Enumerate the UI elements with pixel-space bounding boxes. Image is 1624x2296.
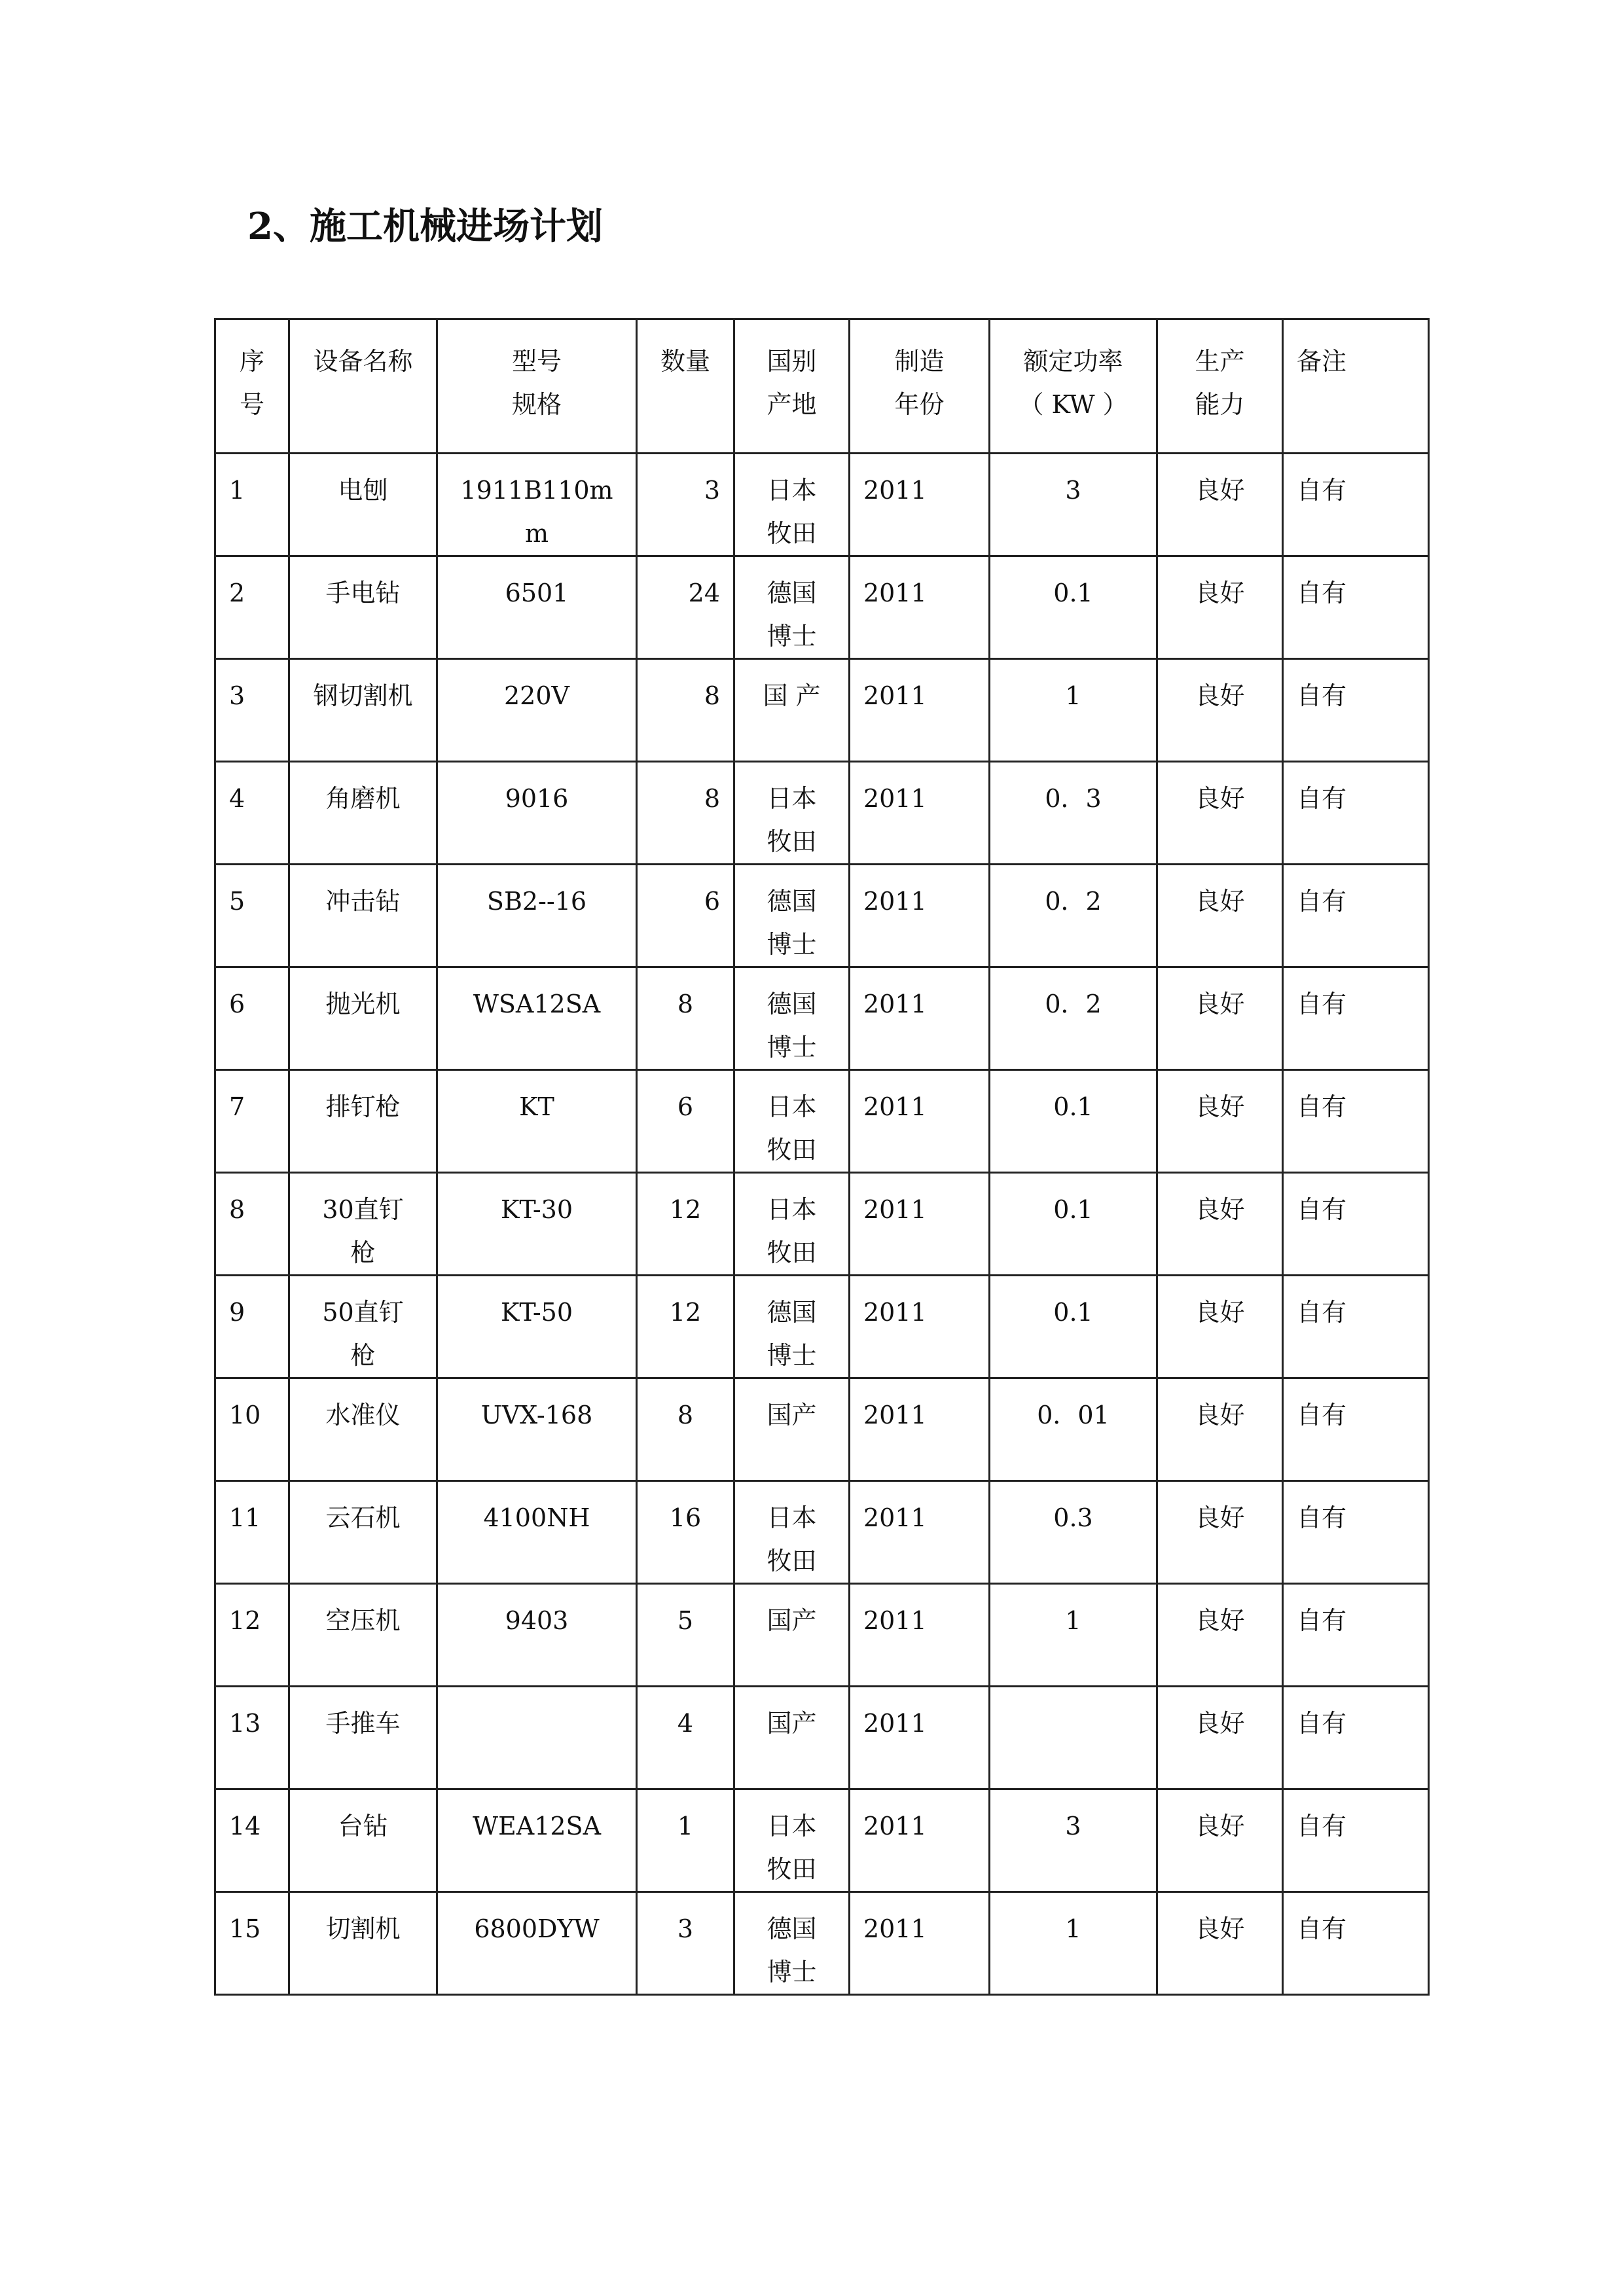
cell-model: KT	[437, 1070, 637, 1173]
cell-power: 1	[990, 1584, 1157, 1687]
cell-model: KT-50	[437, 1276, 637, 1378]
table-row	[215, 1276, 1429, 1378]
cell-name: 空压机	[289, 1584, 437, 1687]
cell-note: 自有	[1283, 967, 1429, 1070]
cell-name: 冲击钻	[289, 865, 437, 967]
table-row	[215, 967, 1429, 1070]
cell-seq: 4	[215, 762, 289, 865]
cell-model: 4100NH	[437, 1481, 637, 1584]
cell-name: 水准仪	[289, 1378, 437, 1481]
cell-year: 2011	[850, 1173, 990, 1276]
cell-qty: 6	[637, 865, 734, 967]
cell-name: 角磨机	[289, 762, 437, 865]
cell-origin: 国 产	[734, 659, 850, 762]
cell-seq: 14	[215, 1789, 289, 1892]
cell-qty: 8	[637, 659, 734, 762]
table-row	[215, 1584, 1429, 1687]
cell-note: 自有	[1283, 556, 1429, 659]
cell-capacity: 良好	[1157, 556, 1283, 659]
cell-capacity: 良好	[1157, 1481, 1283, 1584]
header-name: 设备名称	[289, 319, 437, 454]
cell-seq: 13	[215, 1687, 289, 1789]
cell-seq: 9	[215, 1276, 289, 1378]
cell-note: 自有	[1283, 1070, 1429, 1173]
cell-seq: 5	[215, 865, 289, 967]
cell-origin: 国产	[734, 1687, 850, 1789]
cell-year: 2011	[850, 967, 990, 1070]
table-row	[215, 556, 1429, 659]
table-row	[215, 1789, 1429, 1892]
table-row	[215, 659, 1429, 762]
cell-model: 220V	[437, 659, 637, 762]
cell-note: 自有	[1283, 1481, 1429, 1584]
cell-qty: 8	[637, 1378, 734, 1481]
table-row	[215, 454, 1429, 556]
cell-seq: 11	[215, 1481, 289, 1584]
cell-name: 30直钉 枪	[289, 1173, 437, 1276]
cell-name: 云石机	[289, 1481, 437, 1584]
cell-name: 电刨	[289, 454, 437, 556]
cell-capacity: 良好	[1157, 762, 1283, 865]
cell-power: 0.3	[990, 1481, 1157, 1584]
cell-origin: 德国 博士	[734, 1892, 850, 1995]
cell-year: 2011	[850, 1584, 990, 1687]
cell-qty: 8	[637, 967, 734, 1070]
cell-seq: 15	[215, 1892, 289, 1995]
cell-qty: 4	[637, 1687, 734, 1789]
table-row	[215, 1173, 1429, 1276]
cell-year: 2011	[850, 1378, 990, 1481]
cell-origin: 国产	[734, 1584, 850, 1687]
cell-model: 1911B110mm	[437, 454, 637, 556]
header-qty: 数量	[637, 319, 734, 454]
cell-name: 排钉枪	[289, 1070, 437, 1173]
cell-qty: 3	[637, 1892, 734, 1995]
cell-power: 0.1	[990, 556, 1157, 659]
equipment-table	[214, 318, 1430, 1996]
cell-power: 0．01	[990, 1378, 1157, 1481]
cell-model: 9403	[437, 1584, 637, 1687]
header-year: 制造 年份	[850, 319, 990, 454]
cell-note: 自有	[1283, 1789, 1429, 1892]
table-header-row	[215, 319, 1429, 454]
cell-capacity: 良好	[1157, 1687, 1283, 1789]
cell-capacity: 良好	[1157, 865, 1283, 967]
cell-name: 手电钻	[289, 556, 437, 659]
cell-seq: 1	[215, 454, 289, 556]
cell-qty: 1	[637, 1789, 734, 1892]
cell-note: 自有	[1283, 865, 1429, 967]
cell-seq: 7	[215, 1070, 289, 1173]
cell-name: 50直钉 枪	[289, 1276, 437, 1378]
header-power: 额定功率 （ KW ）	[990, 319, 1157, 454]
cell-model: KT-30	[437, 1173, 637, 1276]
cell-capacity: 良好	[1157, 659, 1283, 762]
cell-power: 3	[990, 1789, 1157, 1892]
header-model: 型号 规格	[437, 319, 637, 454]
cell-capacity: 良好	[1157, 1584, 1283, 1687]
cell-origin: 德国 博士	[734, 556, 850, 659]
cell-qty: 16	[637, 1481, 734, 1584]
cell-origin: 德国 博士	[734, 967, 850, 1070]
cell-capacity: 良好	[1157, 454, 1283, 556]
cell-capacity: 良好	[1157, 1789, 1283, 1892]
cell-year: 2011	[850, 1070, 990, 1173]
header-note: 备注	[1283, 319, 1429, 454]
cell-origin: 日本 牧田	[734, 1173, 850, 1276]
cell-origin: 日本 牧田	[734, 454, 850, 556]
cell-power: 0.1	[990, 1276, 1157, 1378]
cell-qty: 12	[637, 1276, 734, 1378]
cell-capacity: 良好	[1157, 1070, 1283, 1173]
cell-year: 2011	[850, 556, 990, 659]
header-origin: 国别 产地	[734, 319, 850, 454]
cell-model: 6800DYW	[437, 1892, 637, 1995]
cell-seq: 6	[215, 967, 289, 1070]
cell-note: 自有	[1283, 1687, 1429, 1789]
cell-power: 0．2	[990, 967, 1157, 1070]
cell-origin: 国产	[734, 1378, 850, 1481]
table-body	[215, 319, 1429, 1995]
cell-qty: 12	[637, 1173, 734, 1276]
cell-year: 2011	[850, 1687, 990, 1789]
cell-model: WSA12SA	[437, 967, 637, 1070]
cell-power: 1	[990, 1892, 1157, 1995]
cell-name: 台钻	[289, 1789, 437, 1892]
cell-power: 0.1	[990, 1070, 1157, 1173]
cell-seq: 12	[215, 1584, 289, 1687]
cell-qty: 5	[637, 1584, 734, 1687]
table-row	[215, 865, 1429, 967]
cell-year: 2011	[850, 659, 990, 762]
table-row	[215, 1481, 1429, 1584]
cell-power: 3	[990, 454, 1157, 556]
cell-qty: 8	[637, 762, 734, 865]
cell-origin: 日本 牧田	[734, 1481, 850, 1584]
cell-capacity: 良好	[1157, 967, 1283, 1070]
cell-power: 0．3	[990, 762, 1157, 865]
cell-capacity: 良好	[1157, 1173, 1283, 1276]
table-row	[215, 1687, 1429, 1789]
cell-year: 2011	[850, 1276, 990, 1378]
table-row	[215, 762, 1429, 865]
table-row	[215, 1892, 1429, 1995]
cell-origin: 日本 牧田	[734, 762, 850, 865]
cell-model: WEA12SA	[437, 1789, 637, 1892]
cell-name: 抛光机	[289, 967, 437, 1070]
cell-qty: 24	[637, 556, 734, 659]
cell-year: 2011	[850, 1481, 990, 1584]
cell-seq: 8	[215, 1173, 289, 1276]
cell-model: 9016	[437, 762, 637, 865]
table-row	[215, 1070, 1429, 1173]
cell-qty: 3	[637, 454, 734, 556]
header-capacity: 生产 能力	[1157, 319, 1283, 454]
cell-note: 自有	[1283, 1378, 1429, 1481]
cell-name: 手推车	[289, 1687, 437, 1789]
cell-note: 自有	[1283, 1584, 1429, 1687]
cell-name: 钢切割机	[289, 659, 437, 762]
cell-note: 自有	[1283, 454, 1429, 556]
cell-origin: 德国 博士	[734, 865, 850, 967]
page-title: 2、施工机械进场计划	[247, 205, 603, 248]
cell-name: 切割机	[289, 1892, 437, 1995]
cell-note: 自有	[1283, 659, 1429, 762]
cell-model	[437, 1687, 637, 1789]
cell-capacity: 良好	[1157, 1276, 1283, 1378]
cell-note: 自有	[1283, 1892, 1429, 1995]
cell-model: 6501	[437, 556, 637, 659]
cell-origin: 德国 博士	[734, 1276, 850, 1378]
cell-origin: 日本 牧田	[734, 1789, 850, 1892]
table-row	[215, 1378, 1429, 1481]
cell-power: 0.1	[990, 1173, 1157, 1276]
cell-seq: 2	[215, 556, 289, 659]
cell-model: UVX-168	[437, 1378, 637, 1481]
cell-note: 自有	[1283, 1276, 1429, 1378]
cell-year: 2011	[850, 1892, 990, 1995]
cell-seq: 10	[215, 1378, 289, 1481]
cell-year: 2011	[850, 454, 990, 556]
header-seq: 序 号	[215, 319, 289, 454]
cell-power: 1	[990, 659, 1157, 762]
cell-origin: 日本 牧田	[734, 1070, 850, 1173]
cell-capacity: 良好	[1157, 1892, 1283, 1995]
cell-note: 自有	[1283, 762, 1429, 865]
cell-qty: 6	[637, 1070, 734, 1173]
cell-year: 2011	[850, 1789, 990, 1892]
cell-note: 自有	[1283, 1173, 1429, 1276]
cell-power: 0．2	[990, 865, 1157, 967]
cell-seq: 3	[215, 659, 289, 762]
cell-year: 2011	[850, 865, 990, 967]
cell-capacity: 良好	[1157, 1378, 1283, 1481]
cell-power	[990, 1687, 1157, 1789]
cell-year: 2011	[850, 762, 990, 865]
cell-model: SB2--16	[437, 865, 637, 967]
